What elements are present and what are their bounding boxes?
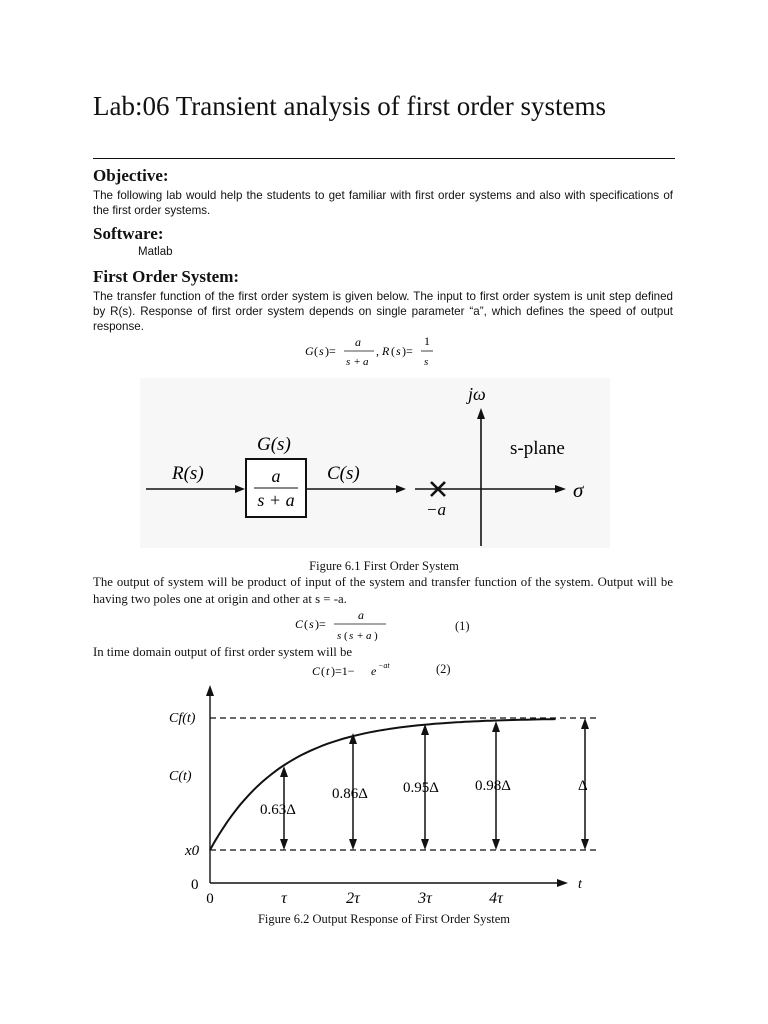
s-plane-label: s-plane xyxy=(510,438,565,459)
svg-text:a: a xyxy=(358,608,364,622)
svg-text:)=1−: )=1− xyxy=(331,664,355,678)
svg-text:): ) xyxy=(374,630,378,642)
y-label-final: Cf(t) xyxy=(169,711,196,726)
title-rule xyxy=(93,158,675,159)
block-numerator: a xyxy=(271,466,281,486)
y-label-ct: C(t) xyxy=(169,769,192,784)
equation-2-number: (2) xyxy=(436,662,451,676)
figure-6-1-diagram xyxy=(140,378,610,558)
svg-text:)=: )= xyxy=(402,344,413,358)
figure-6-1-caption: Figure 6.1 First Order System xyxy=(309,559,459,573)
equation-1-number: (1) xyxy=(455,619,470,633)
svg-text:s: s xyxy=(349,630,354,642)
x-tick-4tau: 4τ xyxy=(489,890,503,907)
first-order-text: The transfer function of the first order system is given below. The input to first order system is unit step defined by R(s). Response of first order system depends on single parameter “a”, which defines the speed of output response. xyxy=(93,290,673,333)
svg-text:a: a xyxy=(355,335,361,349)
x-tick-3tau: 3τ xyxy=(418,890,432,907)
software-heading: Software: xyxy=(93,224,164,243)
svg-text:e: e xyxy=(371,664,377,678)
svg-text:s: s xyxy=(346,356,351,368)
annotation-095: 0.95Δ xyxy=(403,780,439,796)
software-item: Matlab xyxy=(138,246,173,258)
svg-text:(: ( xyxy=(314,344,318,358)
input-label: R(s) xyxy=(172,463,204,484)
svg-text:,: , xyxy=(376,344,379,358)
x-tick-2tau: 2τ xyxy=(346,890,360,907)
svg-text:C: C xyxy=(312,664,321,678)
svg-text:(: ( xyxy=(391,344,395,358)
block-label: G(s) xyxy=(257,434,291,455)
figure-6-2-plot xyxy=(160,680,600,910)
svg-text:s: s xyxy=(319,344,324,358)
first-order-heading: First Order System: xyxy=(93,267,240,286)
page-title: Lab:06 Transient analysis of first order systems xyxy=(93,91,606,121)
x-axis-arrow xyxy=(557,879,568,887)
svg-text:1: 1 xyxy=(424,334,430,348)
output-description: The output of system will be product of input of the system and transfer function of the system. Output will be having two poles one at origin and other at s = -a. xyxy=(93,575,673,606)
svg-text:−at: −at xyxy=(378,661,390,670)
x-tick-0: 0 xyxy=(206,891,214,907)
svg-text:t: t xyxy=(326,664,330,678)
y-label-zero: 0 xyxy=(191,877,199,893)
time-domain-equation xyxy=(307,659,407,681)
svg-text:s: s xyxy=(337,630,342,642)
figure-6-2-caption: Figure 6.2 Output Response of First Order System xyxy=(257,912,511,926)
svg-text:)=: )= xyxy=(325,344,336,358)
delta-label: Δ xyxy=(578,778,588,794)
x-axis-label: t xyxy=(578,877,582,892)
svg-text:s: s xyxy=(309,617,314,631)
svg-text:C: C xyxy=(295,617,304,631)
svg-text:a: a xyxy=(366,630,372,642)
objective-heading: Objective: xyxy=(93,166,169,185)
svg-text:(: ( xyxy=(304,617,308,631)
svg-text:a: a xyxy=(363,356,369,368)
svg-text:G: G xyxy=(305,344,314,358)
jw-label: jω xyxy=(468,384,486,404)
svg-text:(: ( xyxy=(344,630,348,642)
svg-text:+: + xyxy=(357,630,364,642)
output-equation xyxy=(290,608,400,644)
pole-label: −a xyxy=(426,500,446,519)
block-denominator: s + a xyxy=(257,490,295,510)
annotation-063: 0.63Δ xyxy=(260,802,296,818)
time-domain-text: In time domain output of first order system will be xyxy=(93,645,353,659)
svg-text:s: s xyxy=(424,356,429,368)
transfer-function-equation xyxy=(300,334,450,370)
output-label: C(s) xyxy=(327,463,360,484)
svg-text:)=: )= xyxy=(315,617,326,631)
sigma-label: σ xyxy=(573,478,584,502)
x-tick-tau: τ xyxy=(281,890,287,907)
svg-text:+: + xyxy=(354,356,361,368)
y-axis-arrow xyxy=(206,685,214,696)
svg-text:(: ( xyxy=(321,664,325,678)
y-label-x0: x0 xyxy=(185,843,200,859)
annotation-098: 0.98Δ xyxy=(475,778,511,794)
annotation-086: 0.86Δ xyxy=(332,786,368,802)
objective-text: The following lab would help the students to get familiar with first order systems and also with specifications of the first order systems. xyxy=(93,189,673,217)
svg-text:s: s xyxy=(396,344,401,358)
svg-text:R: R xyxy=(382,344,390,358)
